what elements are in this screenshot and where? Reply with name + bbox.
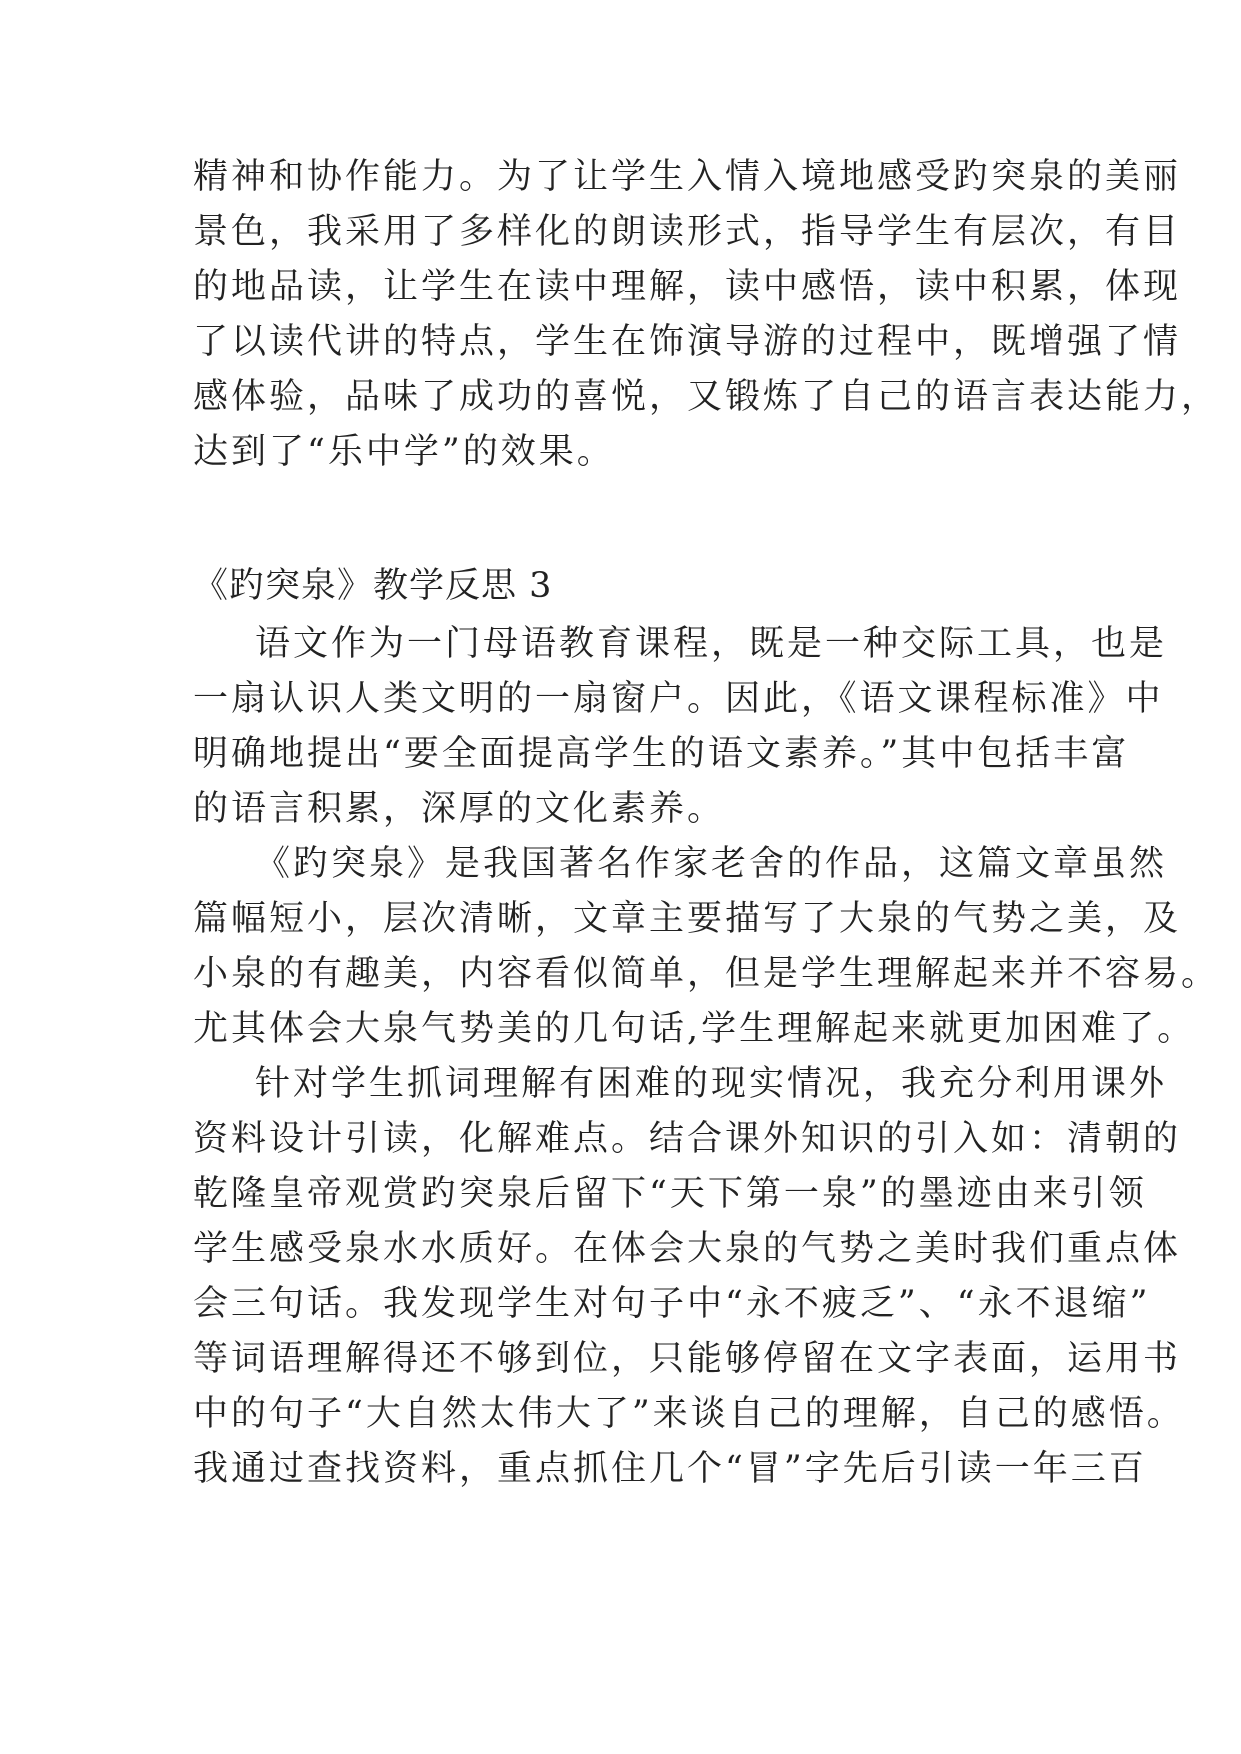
text-line: 资料设计引读，化解难点。结合课外知识的引入如：清朝的 <box>193 1119 1182 1159</box>
text-line: 针对学生抓词理解有困难的现实情况，我充分利用课外 <box>255 1064 1168 1104</box>
text-line: 语文作为一门母语教育课程，既是一种交际工具，也是 <box>255 624 1168 664</box>
text-line: 精神和协作能力。为了让学生入情入境地感受趵突泉的美丽 <box>193 157 1182 197</box>
section-title: 《趵突泉》教学反思 3 <box>193 566 553 606</box>
text-line: 我通过查找资料，重点抓住几个“冒”字先后引读一年三百 <box>193 1449 1147 1489</box>
text-line: 明确地提出“要全面提高学生的语文素养。”其中包括丰富 <box>193 734 1130 774</box>
text-line: 景色，我采用了多样化的朗读形式，指导学生有层次，有目 <box>193 212 1182 252</box>
text-line: 感体验，品味了成功的喜悦，又锻炼了自己的语言表达能力， <box>193 377 1220 417</box>
text-line: 的地品读，让学生在读中理解，读中感悟，读中积累，体现 <box>193 267 1182 307</box>
text-line: 乾隆皇帝观赏趵突泉后留下“天下第一泉”的墨迹由来引领 <box>193 1174 1147 1214</box>
text-line: 一扇认识人类文明的一扇窗户。因此，《语文课程标准》中 <box>193 679 1164 719</box>
text-line: 了以读代讲的特点，学生在饰演导游的过程中，既增强了情 <box>193 322 1182 362</box>
text-line: 会三句话。我发现学生对句子中“永不疲乏”、“永不退缩” <box>193 1284 1151 1324</box>
text-line: 的语言积累，深厚的文化素养。 <box>193 789 726 829</box>
text-line: 学生感受泉水水质好。在体会大泉的气势之美时我们重点体 <box>193 1229 1182 1269</box>
text-line: 《趵突泉》是我国著名作家老舍的作品，这篇文章虽然 <box>255 844 1168 884</box>
text-line: 达到了“乐中学”的效果。 <box>193 432 615 472</box>
text-line: 等词语理解得还不够到位，只能够停留在文字表面，运用书 <box>193 1339 1182 1379</box>
text-line: 中的句子“大自然太伟大了”来谈自己的理解，自己的感悟。 <box>193 1394 1185 1434</box>
text-line: 小泉的有趣美，内容看似简单，但是学生理解起来并不容易。 <box>193 954 1220 994</box>
text-line: 篇幅短小，层次清晰，文章主要描写了大泉的气势之美，及 <box>193 899 1182 939</box>
text-line: 尤其体会大泉气势美的几句话,学生理解起来就更加困难了。 <box>193 1009 1196 1049</box>
